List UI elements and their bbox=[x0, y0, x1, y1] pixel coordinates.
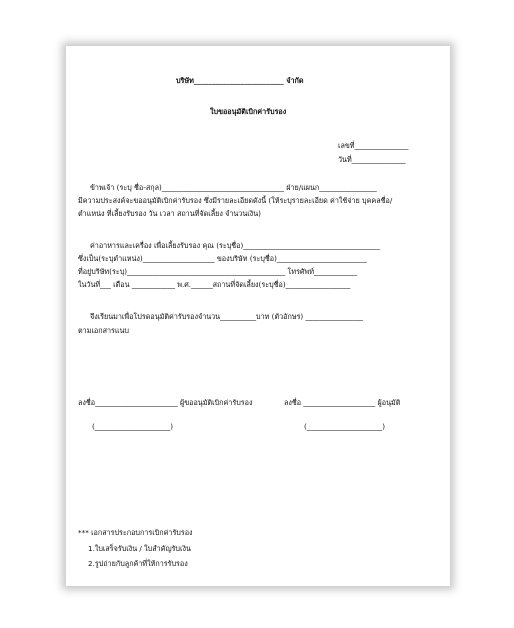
approver-name-line: (_____________________) bbox=[304, 422, 386, 431]
paragraph1-line3: ตำแหน่ง ที่เลี้ยงรับรอง วัน เวลา สถานที่จัดเลี้ยง จำนวนเงิน) bbox=[78, 209, 261, 218]
notes-item-2: 2.รูปถ่ายกับลูกค้าที่ให้การรับรอง bbox=[88, 559, 188, 568]
reference-number: เลขที่_______________ bbox=[338, 141, 409, 150]
requester-signature-line: ลงชื่อ_______________________ ผู้ขออนุมัติเบิกค่ารับรอง bbox=[78, 398, 253, 407]
requester-name-line: (_____________________) bbox=[92, 422, 174, 431]
notes-heading: *** เอกสารประกอบการเบิกค่ารับรอง bbox=[78, 528, 193, 537]
document-page bbox=[66, 46, 450, 586]
paragraph3-line2: ตามเอกสารแนบ bbox=[78, 326, 129, 335]
reference-date: วันที่_______________ bbox=[338, 155, 406, 164]
paragraph2-line2: ซึ่งเป็น(ระบุตำแหน่ง)____________________ ของบริษัท (ระบุชื่อ)_________________________ bbox=[78, 254, 367, 263]
paragraph1-line2: มีความประสงค์จะขออนุมัติเบิกค่ารับรอง ซึ่งมีรายละเอียดดังนี้ (ให้ระบุรายละเอียด ค่าใช้จ่าย บุคคลชื่อ/ bbox=[78, 196, 393, 205]
notes-item-1: 1.ใบเสร็จรับเงิน / ใบสำคัญรับเงิน bbox=[88, 544, 191, 553]
document-title: ใบขออนุมัติเบิกค่ารับรอง bbox=[210, 107, 287, 116]
approver-signature-line: ลงชื่อ ____________________ ผู้อนุมัติ bbox=[284, 398, 401, 407]
company-line: บริษัท_________________________ จำกัด bbox=[176, 76, 304, 85]
paragraph3-line1: จึงเรียนมาเพื่อโปรดอนุมัติค่ารับรองจำนวน__________บาท (ตัวอักษร) ________________ bbox=[90, 312, 364, 321]
paragraph2-line1: ค่าอาหารและเครื่อง เพื่อเลี้ยงรับรอง คุณ (ระบุชื่อ)______________________________________ bbox=[90, 241, 380, 250]
paragraph2-line4: ในวันที่___ เดือน ____________ พ.ศ.______สถานที่จัดเลี้ยง(ระบุชื่อ)__________________ bbox=[78, 280, 351, 289]
paragraph1-line1: ข้าพเจ้า (ระบุ ชื่อ-สกุล)__________________________________ ฝ่าย/แผนก________________ bbox=[90, 183, 377, 192]
paragraph2-line3: ที่อยู่บริษัท(ระบุ)____________________________________________ โทรศัพท์____________ bbox=[78, 267, 358, 276]
